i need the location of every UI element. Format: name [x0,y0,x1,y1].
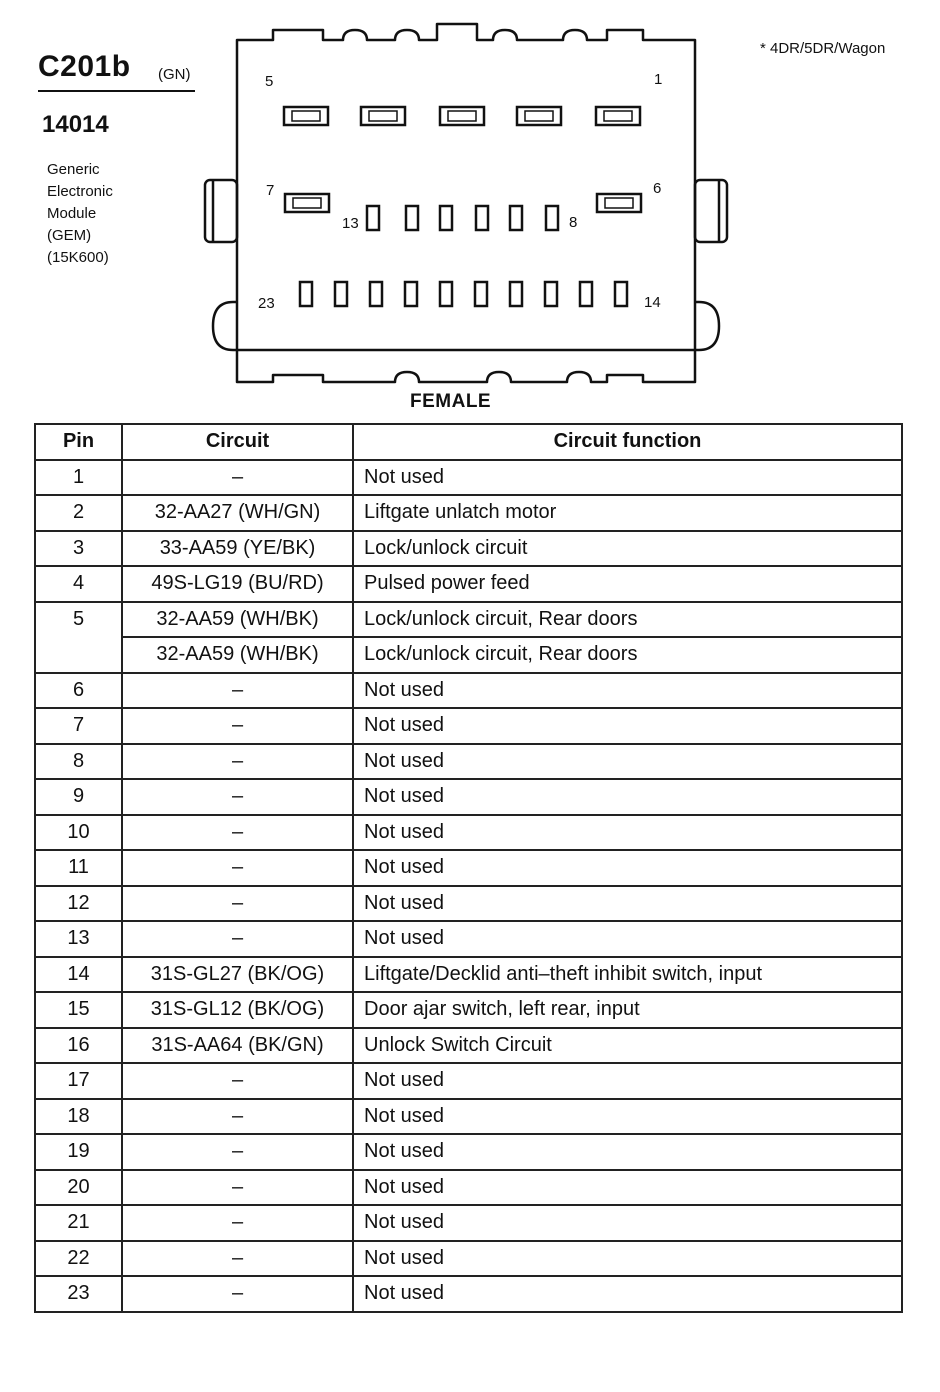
module-desc-line: (GEM) [47,227,92,244]
table-row [35,744,902,780]
left-latch [205,180,237,242]
function-cell: Door ajar switch, left rear, input [353,992,902,1028]
table-row [35,1134,902,1170]
table-row [35,1205,902,1241]
terminal-slot [440,282,452,306]
terminal-slot [285,194,329,212]
part-number: 14014 [42,111,109,138]
table-row [35,1099,902,1135]
function-cell: Lock/unlock circuit, Rear doors [353,602,902,638]
circuit-cell: – [122,850,353,886]
table-row [35,602,902,638]
terminal-slot [615,282,627,306]
circuit-cell: 32-AA59 (WH/BK) [122,637,353,673]
pin-cell [35,637,122,673]
connector-color-code: (GN) [158,66,191,83]
pin-cell: 14 [35,957,122,993]
table-row [35,637,902,673]
circuit-cell: – [122,779,353,815]
pin-cell: 20 [35,1170,122,1206]
pin-cell: 4 [35,566,122,602]
function-cell: Not used [353,673,902,709]
table-row [35,1241,902,1277]
module-desc-line: Module [47,205,97,222]
table-row [35,1276,902,1312]
terminal-slot [545,282,557,306]
connector-outline-bottom [237,350,695,382]
left-lug [213,302,237,350]
table-row [35,992,902,1028]
pin-table [34,423,903,1313]
terminal-slot [440,206,452,230]
circuit-cell: – [122,886,353,922]
terminal-slot [367,206,379,230]
circuit-cell: – [122,1063,353,1099]
pin-label-top-right: 1 [654,71,663,88]
table-row [35,1028,902,1064]
function-cell: Not used [353,886,902,922]
pin-cell: 11 [35,850,122,886]
table-row [35,495,902,531]
pin-label-row2-right: 8 [569,214,578,231]
terminal-slot [335,282,347,306]
function-cell: Not used [353,921,902,957]
connector-id: C201b [38,50,131,83]
header-circuit: Circuit [122,424,353,460]
right-latch [695,180,727,242]
pin-cell: 21 [35,1205,122,1241]
pin-cell: 17 [35,1063,122,1099]
circuit-cell: – [122,1276,353,1312]
pin-label-mid-right: 6 [653,180,662,197]
terminal-slot [440,107,484,125]
terminal-slot [475,282,487,306]
function-cell: Lock/unlock circuit, Rear doors [353,637,902,673]
terminal-slot [300,282,312,306]
table-row [35,921,902,957]
function-cell: Not used [353,744,902,780]
terminal-slot [476,206,488,230]
table-row [35,850,902,886]
terminal-slot [580,282,592,306]
right-lug [695,302,719,350]
terminal-slot [406,206,418,230]
function-cell: Not used [353,1170,902,1206]
pin-label-top-left: 5 [265,73,274,90]
pin-label-row3-left: 23 [258,295,275,312]
function-cell: Not used [353,1063,902,1099]
pin-cell: 18 [35,1099,122,1135]
circuit-cell: 31S-GL27 (BK/OG) [122,957,353,993]
circuit-cell: – [122,1099,353,1135]
table-row [35,708,902,744]
circuit-cell: – [122,744,353,780]
function-cell: Liftgate unlatch motor [353,495,902,531]
pin-cell: 7 [35,708,122,744]
pin-cell: 6 [35,673,122,709]
pin-cell: 5 [35,602,122,638]
pin-cell: 2 [35,495,122,531]
pin-label-row3-right: 14 [644,294,661,311]
footnote: * 4DR/5DR/Wagon [760,40,886,57]
pin-label-mid-left: 7 [266,182,275,199]
function-cell: Not used [353,708,902,744]
pin-cell: 9 [35,779,122,815]
circuit-cell: – [122,673,353,709]
terminal-slot [361,107,405,125]
terminal-slot [510,206,522,230]
connector-id-underline [38,90,195,92]
table-row [35,957,902,993]
table-row [35,1063,902,1099]
terminal-slot [546,206,558,230]
table-row [35,531,902,567]
table-row [35,886,902,922]
circuit-cell: 31S-AA64 (BK/GN) [122,1028,353,1064]
pin-cell: 16 [35,1028,122,1064]
circuit-cell: – [122,1241,353,1277]
circuit-cell: – [122,1170,353,1206]
pin-cell: 12 [35,886,122,922]
terminal-slot [405,282,417,306]
terminal-slot [370,282,382,306]
table-row [35,779,902,815]
pin-cell: 15 [35,992,122,1028]
circuit-cell: 49S-LG19 (BU/RD) [122,566,353,602]
table-row [35,566,902,602]
terminal-slot [284,107,328,125]
table-row [35,1170,902,1206]
pin-cell: 1 [35,460,122,496]
function-cell: Not used [353,460,902,496]
circuit-cell: – [122,708,353,744]
pin-cell: 13 [35,921,122,957]
table-row [35,460,902,496]
function-cell: Not used [353,779,902,815]
circuit-cell: 31S-GL12 (BK/OG) [122,992,353,1028]
pin-cell: 23 [35,1276,122,1312]
circuit-cell: 32-AA27 (WH/GN) [122,495,353,531]
function-cell: Not used [353,850,902,886]
function-cell: Lock/unlock circuit [353,531,902,567]
table-header-row [35,424,902,460]
circuit-cell: – [122,1205,353,1241]
function-cell: Not used [353,815,902,851]
terminal-slot [517,107,561,125]
table-row [35,673,902,709]
terminal-slot [597,194,641,212]
module-desc-line: Electronic [47,183,113,200]
function-cell: Not used [353,1205,902,1241]
header-pin: Pin [35,424,122,460]
function-cell: Unlock Switch Circuit [353,1028,902,1064]
pin-cell: 19 [35,1134,122,1170]
pin-cell: 3 [35,531,122,567]
function-cell: Not used [353,1099,902,1135]
connector-outline-top [237,24,695,70]
pin-label-row2-left: 13 [342,215,359,232]
circuit-cell: 33-AA59 (YE/BK) [122,531,353,567]
module-description [47,159,113,269]
terminal-slot [596,107,640,125]
function-cell: Liftgate/Decklid anti–theft inhibit switch, input [353,957,902,993]
function-cell: Pulsed power feed [353,566,902,602]
pin-cell: 22 [35,1241,122,1277]
function-cell: Not used [353,1134,902,1170]
module-desc-line: (15K600) [47,249,109,266]
circuit-cell: – [122,815,353,851]
circuit-cell: 32-AA59 (WH/BK) [122,602,353,638]
circuit-cell: – [122,460,353,496]
table-row [35,815,902,851]
header-function: Circuit function [353,424,902,460]
pin-cell: 10 [35,815,122,851]
terminal-slot [510,282,522,306]
gender-label: FEMALE [410,391,492,412]
circuit-cell: – [122,921,353,957]
connector-outline-body [237,70,695,350]
pin-cell: 8 [35,744,122,780]
module-desc-line: Generic [47,161,100,178]
connector-face-diagram [195,20,735,395]
function-cell: Not used [353,1276,902,1312]
function-cell: Not used [353,1241,902,1277]
circuit-cell: – [122,1134,353,1170]
